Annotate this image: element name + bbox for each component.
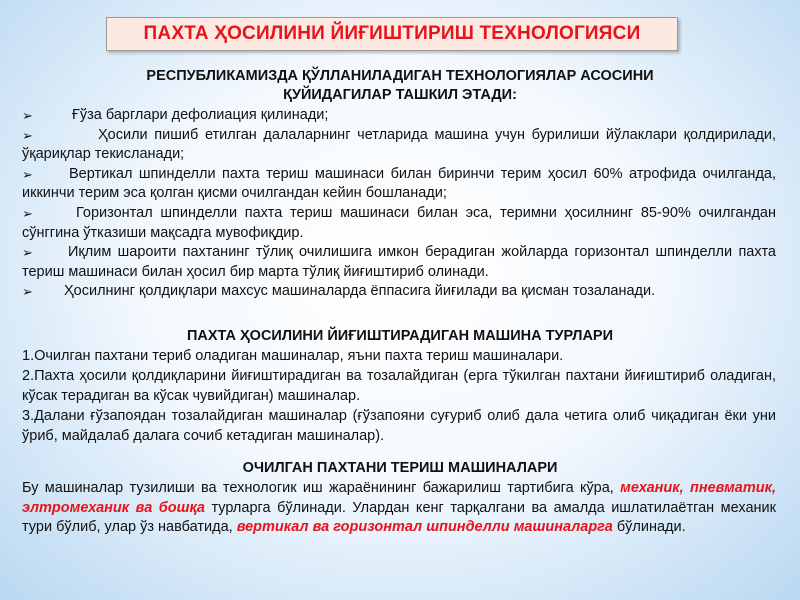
bullet-text: Горизонтал шпинделли пахта териш машинаси билан эса, теримни ҳосилнинг 85-90% очилгандан сўнггина ўтказиши мақсадга мувофиқдир. xyxy=(22,204,776,241)
arrowhead-bullet-icon: ➢ xyxy=(22,245,33,261)
arrowhead-bullet-icon: ➢ xyxy=(22,284,33,300)
slide-title-box xyxy=(106,17,678,51)
paragraph-text: турларга бўлинади. Улардан кенг тарқалгани ва амалда ишлатилаётган механик тури бўлиб, улар ўз навбатида, xyxy=(22,499,776,536)
bullet-text: Ғўза барглари дефолиация қилинади; xyxy=(72,107,329,123)
picking-machines-paragraph xyxy=(22,479,776,538)
technology-bullet-list xyxy=(22,106,776,302)
machine-type-item-2 xyxy=(22,367,776,406)
machine-type-text: 1.Очилган пахтани териб оладиган машиналар, яъни пахта териш машиналари. xyxy=(22,348,564,364)
machine-kinds-highlight: механик, пневматик, элтромеханик ва бошқа xyxy=(22,480,776,516)
section2-heading: ПАХТА ҲОСИЛИНИ ЙИҒИШТИРАДИГАН МАШИНА ТУРЛАРИ xyxy=(186,328,614,344)
section1-heading-line1: РЕСПУБЛИКАМИЗДА ҚЎЛЛАНИЛАДИГАН ТЕХНОЛОГИЯЛАР АСОСИНИ xyxy=(146,68,654,84)
bullet-text: Иқлим шароити пахтанинг тўлиқ очилишига имкон берадиган жойларда горизонтал шпинделли пахта териш машинаси билан ҳосил бир марта тўлиқ йиғиштириб олинади. xyxy=(22,244,776,280)
bullet-item-4 xyxy=(22,204,776,243)
section1-heading-line2: ҚУЙИДАГИЛАР ТАШКИЛ ЭТАДИ: xyxy=(283,87,517,103)
bullet-text: Ҳосилнинг қолдиқлари махсус машиналарда ёппасига йиғилади ва қисман тозаланади. xyxy=(64,283,656,300)
arrowhead-bullet-icon: ➢ xyxy=(22,108,33,123)
paragraph-text: Бу машиналар тузилиши ва технологик иш жараёнининг бажарилиш тартибига кўра, xyxy=(22,480,621,496)
paragraph-text: бўлинади. xyxy=(612,519,686,536)
bullet-item-3 xyxy=(22,165,776,204)
bullet-item-1 xyxy=(22,106,776,126)
arrowhead-bullet-icon: ➢ xyxy=(22,205,33,221)
machine-type-item-1 xyxy=(22,347,776,367)
spindle-types-highlight: вертикал ва горизонтал шпинделли машиналарга xyxy=(236,519,613,536)
machine-type-text: 2.Пахта ҳосили қолдиқларини йиғиштирадиган ва тозалайдиган (ерга тўкилган пахтани йиғиштириб оладиган, кўсак терадиган ва кўсак чувийдиган) машиналар. xyxy=(22,368,776,404)
section1-heading xyxy=(20,67,780,105)
bullet-text: Вертикал шпинделли пахта териш машинаси билан биринчи терим ҳосил 60% атрофида очилганда, иккинчи терим эса қолган қисми очилгандан кейин бошланади; xyxy=(22,165,776,202)
arrowhead-bullet-icon: ➢ xyxy=(22,127,33,143)
bullet-item-5 xyxy=(22,243,776,282)
arrowhead-bullet-icon: ➢ xyxy=(22,166,33,182)
bullet-item-2 xyxy=(22,126,776,165)
machine-type-text: 3.Далани ғўзапоядан тозалайдиган машиналар (ғўзапояни суғуриб олиб дала четига олиб чиқадиган ёки уни ўриб, майдалаб далага сочиб кетадиган машиналар). xyxy=(22,408,776,444)
slide-title: ПАХТА ҲОСИЛИНИ ЙИҒИШТИРИШ ТЕХНОЛОГИЯСИ xyxy=(143,23,641,44)
bullet-item-6 xyxy=(22,282,776,302)
machine-type-item-3 xyxy=(22,407,776,446)
bullet-text: Ҳосили пишиб етилган далаларнинг четларида машина учун бурилиши йўлаклари қолдирилади, ўқариқлар текисланади; xyxy=(22,126,776,163)
section3-heading: ОЧИЛГАН ПАХТАНИ ТЕРИШ МАШИНАЛАРИ xyxy=(242,460,558,476)
